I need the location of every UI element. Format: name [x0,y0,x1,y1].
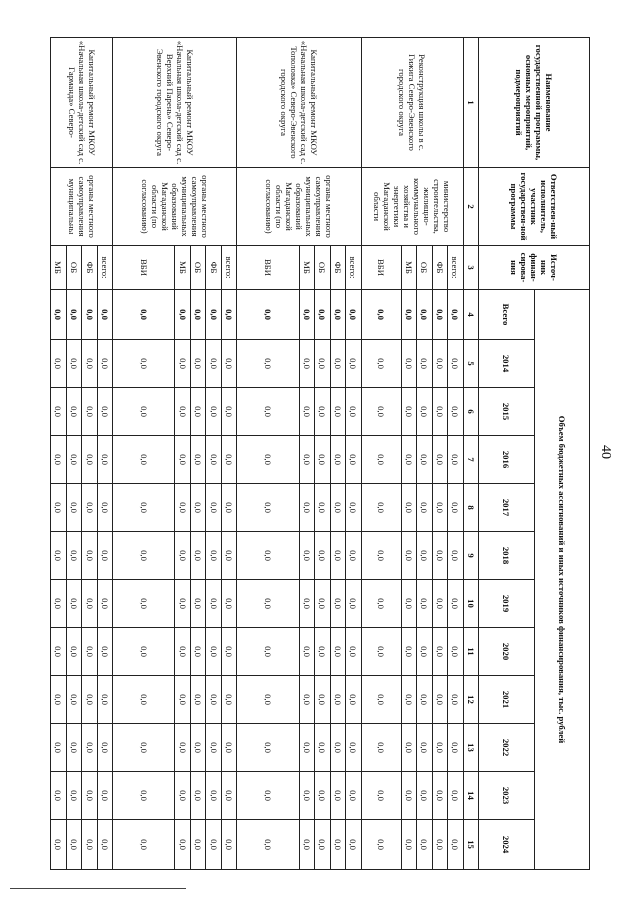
column-number: 4 [463,290,479,340]
year-value: 0,0 [175,340,191,388]
year-value: 0,0 [315,772,331,820]
funding-source: МБ [51,246,67,290]
year-value: 0,0 [66,820,82,870]
year-value: 0,0 [346,724,362,772]
year-value: 0,0 [401,340,417,388]
header-source: Источ-ник финан-сирова-ния [479,246,590,290]
year-value: 0,0 [330,484,346,532]
year-value: 0,0 [299,340,315,388]
year-value: 0,0 [401,388,417,436]
year-value: 0,0 [330,676,346,724]
year-value: 0,0 [206,724,222,772]
year-value: 0,0 [206,772,222,820]
header-total: Всего [479,290,534,340]
year-value: 0,0 [330,724,346,772]
year-value: 0,0 [66,484,82,532]
year-value: 0,0 [113,724,175,772]
year-value: 0,0 [315,436,331,484]
year-value: 0,0 [361,532,401,580]
year-value: 0,0 [51,388,67,436]
column-number: 9 [463,532,479,580]
funding-source: ФБ [82,246,98,290]
year-value: 0,0 [175,484,191,532]
year-value: 0,0 [237,484,299,532]
year-value: 0,0 [190,340,206,388]
measure-executor: органы местного самоуправления муниципальных образований Магаданской области (по согласованию) [237,168,361,246]
year-value: 0,0 [175,628,191,676]
year-value: 0,0 [175,772,191,820]
total-value: 0,0 [175,290,191,340]
year-value: 0,0 [448,724,464,772]
funding-source: ФБ [330,246,346,290]
year-value: 0,0 [97,820,113,870]
total-value: 0,0 [315,290,331,340]
header-year: 2024 [479,820,534,870]
header-year: 2019 [479,580,534,628]
year-value: 0,0 [315,628,331,676]
year-value: 0,0 [221,580,237,628]
funding-source: всего: [448,246,464,290]
year-value: 0,0 [66,436,82,484]
year-value: 0,0 [97,628,113,676]
year-value: 0,0 [432,484,448,532]
year-value: 0,0 [432,436,448,484]
year-value: 0,0 [113,388,175,436]
column-number: 12 [463,676,479,724]
measure-executor: министерство строительства, жилищно-коммунального хозяйства и энергетики Магаданской области [361,168,463,246]
total-value: 0,0 [237,290,299,340]
year-value: 0,0 [51,676,67,724]
total-value: 0,0 [330,290,346,340]
year-value: 0,0 [51,484,67,532]
year-value: 0,0 [432,388,448,436]
year-value: 0,0 [51,580,67,628]
column-number: 3 [463,246,479,290]
year-value: 0,0 [346,676,362,724]
year-value: 0,0 [66,724,82,772]
year-value: 0,0 [190,436,206,484]
funding-source: ОБ [190,246,206,290]
year-value: 0,0 [175,436,191,484]
year-value: 0,0 [113,628,175,676]
total-value: 0,0 [113,290,175,340]
funding-source: ОБ [66,246,82,290]
year-value: 0,0 [237,388,299,436]
year-value: 0,0 [346,772,362,820]
total-value: 0,0 [361,290,401,340]
year-value: 0,0 [448,532,464,580]
header-executor: Ответствен-ный исполнитель, участник государствен-ной программы [479,168,590,246]
year-value: 0,0 [82,436,98,484]
year-value: 0,0 [346,340,362,388]
year-value: 0,0 [113,772,175,820]
year-value: 0,0 [401,676,417,724]
year-value: 0,0 [221,484,237,532]
year-value: 0,0 [361,772,401,820]
column-number: 8 [463,484,479,532]
header-year: 2014 [479,340,534,388]
year-value: 0,0 [315,484,331,532]
year-value: 0,0 [190,532,206,580]
year-value: 0,0 [315,340,331,388]
year-value: 0,0 [206,436,222,484]
total-value: 0,0 [51,290,67,340]
year-value: 0,0 [66,580,82,628]
year-value: 0,0 [82,676,98,724]
financing-table [50,37,590,870]
year-value: 0,0 [346,388,362,436]
year-value: 0,0 [448,628,464,676]
year-value: 0,0 [315,532,331,580]
year-value: 0,0 [51,436,67,484]
column-number: 13 [463,724,479,772]
year-value: 0,0 [237,628,299,676]
total-value: 0,0 [401,290,417,340]
year-value: 0,0 [330,628,346,676]
funding-source: всего: [221,246,237,290]
funding-source: всего: [346,246,362,290]
rotated-table-container [50,37,590,867]
year-value: 0,0 [97,724,113,772]
year-value: 0,0 [315,676,331,724]
year-value: 0,0 [66,676,82,724]
measure-name: Реконструкция школы в с. Гижига Северо-Эвенского городского округа [361,38,463,168]
year-value: 0,0 [330,772,346,820]
year-value: 0,0 [206,532,222,580]
header-year: 2015 [479,388,534,436]
year-value: 0,0 [97,532,113,580]
year-value: 0,0 [51,820,67,870]
year-value: 0,0 [175,388,191,436]
funding-source: МБ [401,246,417,290]
year-value: 0,0 [417,340,433,388]
year-value: 0,0 [66,388,82,436]
total-value: 0,0 [432,290,448,340]
year-value: 0,0 [113,340,175,388]
year-value: 0,0 [330,388,346,436]
year-value: 0,0 [221,436,237,484]
year-value: 0,0 [82,820,98,870]
column-number: 2 [463,168,479,246]
total-value: 0,0 [448,290,464,340]
year-value: 0,0 [82,580,98,628]
year-value: 0,0 [330,436,346,484]
column-number-row [463,38,479,870]
funding-source: ВБИ [113,246,175,290]
year-value: 0,0 [82,532,98,580]
year-value: 0,0 [315,820,331,870]
year-value: 0,0 [113,580,175,628]
total-value: 0,0 [346,290,362,340]
total-value: 0,0 [97,290,113,340]
total-value: 0,0 [299,290,315,340]
year-value: 0,0 [361,676,401,724]
year-value: 0,0 [330,532,346,580]
year-value: 0,0 [82,772,98,820]
year-value: 0,0 [221,532,237,580]
year-value: 0,0 [113,676,175,724]
year-value: 0,0 [113,484,175,532]
year-value: 0,0 [330,580,346,628]
column-number: 10 [463,580,479,628]
year-value: 0,0 [66,532,82,580]
year-value: 0,0 [82,388,98,436]
year-value: 0,0 [346,484,362,532]
year-value: 0,0 [299,676,315,724]
year-value: 0,0 [175,580,191,628]
year-value: 0,0 [206,388,222,436]
column-number: 5 [463,340,479,388]
total-value: 0,0 [82,290,98,340]
year-value: 0,0 [190,820,206,870]
header-year: 2020 [479,628,534,676]
year-value: 0,0 [51,532,67,580]
year-value: 0,0 [237,532,299,580]
year-value: 0,0 [66,628,82,676]
year-value: 0,0 [448,676,464,724]
year-value: 0,0 [237,676,299,724]
year-value: 0,0 [237,340,299,388]
year-value: 0,0 [66,340,82,388]
year-value: 0,0 [417,484,433,532]
year-value: 0,0 [221,724,237,772]
year-value: 0,0 [221,772,237,820]
column-number: 7 [463,436,479,484]
year-value: 0,0 [346,436,362,484]
year-value: 0,0 [448,436,464,484]
year-value: 0,0 [206,820,222,870]
table-row [448,38,464,870]
year-value: 0,0 [299,388,315,436]
year-value: 0,0 [175,532,191,580]
year-value: 0,0 [299,628,315,676]
year-value: 0,0 [82,340,98,388]
year-value: 0,0 [221,628,237,676]
year-value: 0,0 [97,580,113,628]
year-value: 0,0 [190,628,206,676]
year-value: 0,0 [299,820,315,870]
year-value: 0,0 [97,772,113,820]
header-year: 2016 [479,436,534,484]
funding-source: ВБИ [237,246,299,290]
year-value: 0,0 [113,820,175,870]
year-value: 0,0 [190,388,206,436]
year-value: 0,0 [432,772,448,820]
year-value: 0,0 [401,484,417,532]
year-value: 0,0 [190,580,206,628]
column-number: 15 [463,820,479,870]
year-value: 0,0 [97,484,113,532]
year-value: 0,0 [346,628,362,676]
year-value: 0,0 [432,340,448,388]
year-value: 0,0 [417,676,433,724]
year-value: 0,0 [448,340,464,388]
year-value: 0,0 [206,484,222,532]
header-name: Наименование государственной программы, основных мероприятий, подмероприятий [479,38,590,168]
total-value: 0,0 [190,290,206,340]
year-value: 0,0 [237,820,299,870]
year-value: 0,0 [315,388,331,436]
year-value: 0,0 [51,724,67,772]
year-value: 0,0 [299,436,315,484]
year-value: 0,0 [175,820,191,870]
year-value: 0,0 [432,580,448,628]
measure-name: Капитальный ремонт МКОУ «Начальная школа-детский сад с. Верхний Парень» Северо-Эвенского городского округа [113,38,237,168]
page-number: 40 [598,445,613,459]
year-value: 0,0 [97,436,113,484]
header-volume: Объем бюджетных ассигнований и иных источников финансирования, тыс. рублей [534,290,589,870]
year-value: 0,0 [417,820,433,870]
year-value: 0,0 [221,388,237,436]
year-value: 0,0 [51,628,67,676]
column-number: 6 [463,388,479,436]
year-value: 0,0 [417,436,433,484]
year-value: 0,0 [361,628,401,676]
table-body [51,38,590,870]
year-value: 0,0 [237,772,299,820]
year-value: 0,0 [221,676,237,724]
year-value: 0,0 [401,628,417,676]
year-value: 0,0 [417,388,433,436]
year-value: 0,0 [401,772,417,820]
year-value: 0,0 [237,724,299,772]
header-year: 2021 [479,676,534,724]
year-value: 0,0 [82,628,98,676]
year-value: 0,0 [401,820,417,870]
year-value: 0,0 [432,532,448,580]
header-year: 2018 [479,532,534,580]
year-value: 0,0 [206,340,222,388]
header-row [534,38,589,870]
year-value: 0,0 [346,580,362,628]
year-value: 0,0 [190,484,206,532]
year-value: 0,0 [448,388,464,436]
year-value: 0,0 [299,484,315,532]
measure-executor: органы местного самоуправления муниципальны [51,168,113,246]
year-value: 0,0 [97,388,113,436]
total-value: 0,0 [66,290,82,340]
year-value: 0,0 [315,724,331,772]
year-value: 0,0 [299,772,315,820]
measure-name: Капитальный ремонт МКОУ «Начальная школа-детский сад с. Гарманда» Северо- [51,38,113,168]
year-value: 0,0 [361,820,401,870]
year-value: 0,0 [417,580,433,628]
year-value: 0,0 [51,340,67,388]
year-value: 0,0 [175,676,191,724]
year-value: 0,0 [175,724,191,772]
year-value: 0,0 [417,772,433,820]
total-value: 0,0 [417,290,433,340]
year-value: 0,0 [221,340,237,388]
year-value: 0,0 [330,820,346,870]
year-value: 0,0 [299,532,315,580]
column-number: 1 [463,38,479,168]
year-value: 0,0 [361,580,401,628]
funding-source: ОБ [315,246,331,290]
total-value: 0,0 [221,290,237,340]
column-number: 14 [463,772,479,820]
year-value: 0,0 [361,388,401,436]
funding-source: ОБ [417,246,433,290]
year-value: 0,0 [113,532,175,580]
year-value: 0,0 [82,484,98,532]
year-value: 0,0 [97,340,113,388]
year-value: 0,0 [66,772,82,820]
year-value: 0,0 [315,580,331,628]
year-value: 0,0 [82,724,98,772]
year-value: 0,0 [361,340,401,388]
year-value: 0,0 [190,676,206,724]
funding-source: МБ [299,246,315,290]
year-value: 0,0 [206,628,222,676]
table-row [97,38,113,870]
year-value: 0,0 [237,436,299,484]
year-value: 0,0 [401,724,417,772]
total-value: 0,0 [206,290,222,340]
year-value: 0,0 [113,436,175,484]
year-value: 0,0 [432,676,448,724]
year-value: 0,0 [432,820,448,870]
year-value: 0,0 [346,820,362,870]
year-value: 0,0 [330,340,346,388]
header-year: 2023 [479,772,534,820]
year-value: 0,0 [221,820,237,870]
funding-source: МБ [175,246,191,290]
year-value: 0,0 [361,484,401,532]
year-value: 0,0 [448,772,464,820]
year-value: 0,0 [190,724,206,772]
header-year: 2017 [479,484,534,532]
funding-source: ФБ [432,246,448,290]
year-value: 0,0 [432,628,448,676]
table-row [346,38,362,870]
measure-executor: органы местного самоуправления муниципальных образований Магаданской области (по согласованию) [113,168,237,246]
year-value: 0,0 [448,580,464,628]
year-value: 0,0 [448,484,464,532]
year-value: 0,0 [432,724,448,772]
funding-source: ВБИ [361,246,401,290]
column-number: 11 [463,628,479,676]
table-row [221,38,237,870]
year-value: 0,0 [237,580,299,628]
year-value: 0,0 [361,436,401,484]
year-value: 0,0 [417,724,433,772]
year-value: 0,0 [361,724,401,772]
year-value: 0,0 [51,772,67,820]
footnote-separator [10,888,186,889]
funding-source: ФБ [206,246,222,290]
year-value: 0,0 [401,436,417,484]
year-value: 0,0 [346,532,362,580]
year-value: 0,0 [299,724,315,772]
measure-name: Капитальный ремонт МКОУ «Начальная школа-детский сад с. Тополовка» Северо-Эвенского городского округа [237,38,361,168]
year-value: 0,0 [206,580,222,628]
year-value: 0,0 [401,532,417,580]
year-value: 0,0 [97,676,113,724]
year-value: 0,0 [299,580,315,628]
header-year: 2022 [479,724,534,772]
year-value: 0,0 [417,532,433,580]
year-value: 0,0 [190,772,206,820]
year-value: 0,0 [401,580,417,628]
year-value: 0,0 [206,676,222,724]
year-value: 0,0 [417,628,433,676]
year-value: 0,0 [448,820,464,870]
funding-source: всего: [97,246,113,290]
